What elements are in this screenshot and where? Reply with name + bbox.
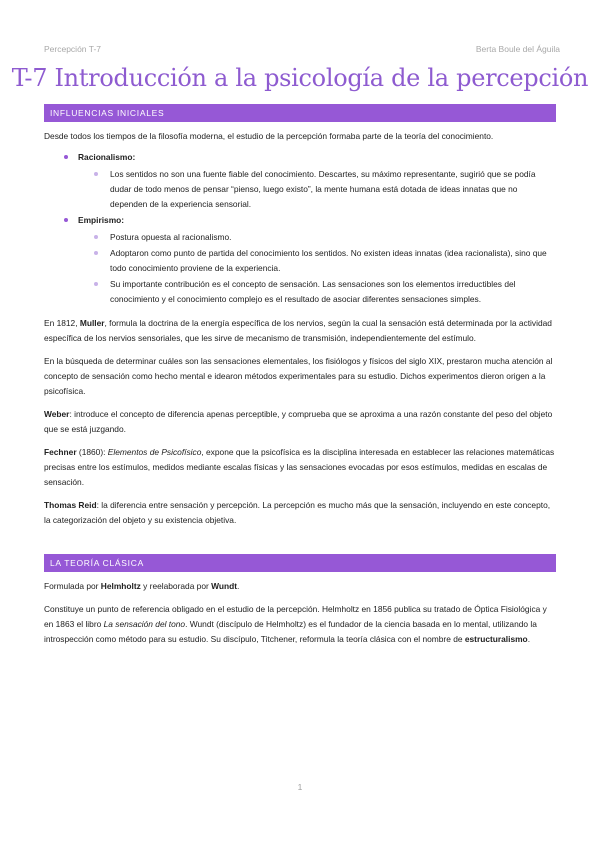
list-item: Adoptaron como punto de partida del conocimiento los sentidos. No existen ideas innatas (idea racionalista), sino que todo conocimiento proviene de la experiencia. [94, 246, 556, 276]
reid-name: Thomas Reid [44, 500, 97, 510]
running-header [44, 44, 560, 54]
teoria-intro-paragraph: Formulada por Helmholtz y reelaborada por Wundt. [44, 581, 240, 591]
empirismo-sublist [78, 230, 556, 307]
list-item: Postura opuesta al racionalismo. [94, 230, 556, 245]
muller-paragraph: En 1812, Muller, formula la doctrina de la energía específica de los nervios, según la cual la sensación está determinada por la actividad específica de los nervios sensoriales, que les sirve de mecanismo de transmisión, independientemente del estímulo. [44, 318, 552, 343]
reid-paragraph: Thomas Reid: la diferencia entre sensación y percepción. La percepción es mucho más que la sensación, incluyendo en este concepto, la categorización del objeto y su existencia objetiva. [44, 500, 551, 525]
wundt-name: Wundt [211, 581, 238, 591]
page-number: 1 [297, 782, 303, 792]
racionalismo-sublist [78, 167, 556, 212]
page-title: T-7 Introducción a la psicología de la percepción [11, 64, 589, 92]
teoria-paragraph: Constituye un punto de referencia obligado en el estudio de la percepción. Helmholtz en 1856 publica su tratado de Óptica Fisiológica y en 1863 el libro La sensación del tono. Wundt (discípulo de Helmholtz) es el fundador de la ciencia basada en lo mental, utilizando la introspección como método para su estudio. Su discípulo, Titchener, reformula la teoría clásica con el nombre de estructuralismo. [44, 604, 547, 644]
fechner-name: Fechner [44, 447, 77, 457]
weber-paragraph: Weber: introduce el concepto de diferencia apenas perceptible, y comprueba que se aproxima a una razón constante del peso del objeto que se está juzgando. [44, 409, 553, 434]
list-item: Los sentidos no son una fuente fiable del conocimiento. Descartes, su máximo representante, sugirió que se podía dudar de todo menos de pensar “pienso, luego existo”, la mente humana está dotada de ideas innatas que no dependen de la experiencia sensorial. [94, 167, 556, 212]
fechner-book: Elementos de Psicofísico [107, 447, 202, 457]
psicofisica-paragraph: En la búsqueda de determinar cuáles son las sensaciones elementales, los fisiólogos y físicos del siglo XIX, prestaron mucha atención al concepto de sensación como hecho mental e idearon métodos experimentales para su estudio. Dichos experimentos dieron origen a la psicofísica. [44, 356, 553, 396]
muller-name: Muller [79, 318, 105, 328]
list-item: Su importante contribución es el concepto de sensación. Las sensaciones son los elementos irreductibles del conocimiento y el conocimiento complejo es el resultado de asociar diferentes sensaciones simples. [94, 277, 556, 307]
section-heading-teoria-clasica: LA TEORÍA CLÁSICA [44, 554, 556, 572]
document-body [44, 104, 556, 647]
tono-book: La sensación del tono [103, 619, 186, 629]
header-right: Berta Boule del Águila [475, 44, 560, 54]
empirismo-label: Empirismo [78, 215, 122, 225]
list-item-racionalismo: Racionalismo: Los sentidos no son una fuente fiable del conocimiento. Descartes, su máximo representante, sugirió que se podía dudar de todo menos de pensar “pienso, luego existo”, la mente humana está dotada de ideas innatas que no dependen de la experiencia sensorial. [64, 150, 556, 212]
helmholtz-name: Helmholtz [100, 581, 141, 591]
fechner-paragraph: Fechner (1860): Elementos de Psicofísico, expone que la psicofísica es la disciplina interesada en establecer las relaciones matemáticas precisas entre los estímulos, medidos mediante escalas físicas y las sensaciones evocadas por esos estímulos, medidas en escalas de sensación. [44, 447, 555, 487]
intro-paragraph: Desde todos los tiempos de la filosofía moderna, el estudio de la percepción formaba parte de la teoría del conocimiento. [44, 131, 494, 141]
list-item-empirismo: Empirismo: Postura opuesta al racionalismo. Adoptaron como punto de partida del conocimiento los sentidos. No existen ideas innatas (idea racionalista), sino que todo conocimiento proviene de la experiencia. Su importante contribución es el concepto de sensación. Las sensaciones son los elementos irreductibles del conocimiento y el conocimiento complejo es el resultado de asociar diferentes sensaciones simples. [64, 213, 556, 307]
weber-name: Weber [44, 409, 70, 419]
racionalismo-label: Racionalismo [78, 152, 133, 162]
philosophy-list [44, 150, 556, 307]
estructuralismo-term: estructuralismo [464, 634, 528, 644]
section-heading-influencias: INFLUENCIAS INICIALES [44, 104, 556, 122]
header-left: Percepción T-7 [44, 44, 102, 54]
